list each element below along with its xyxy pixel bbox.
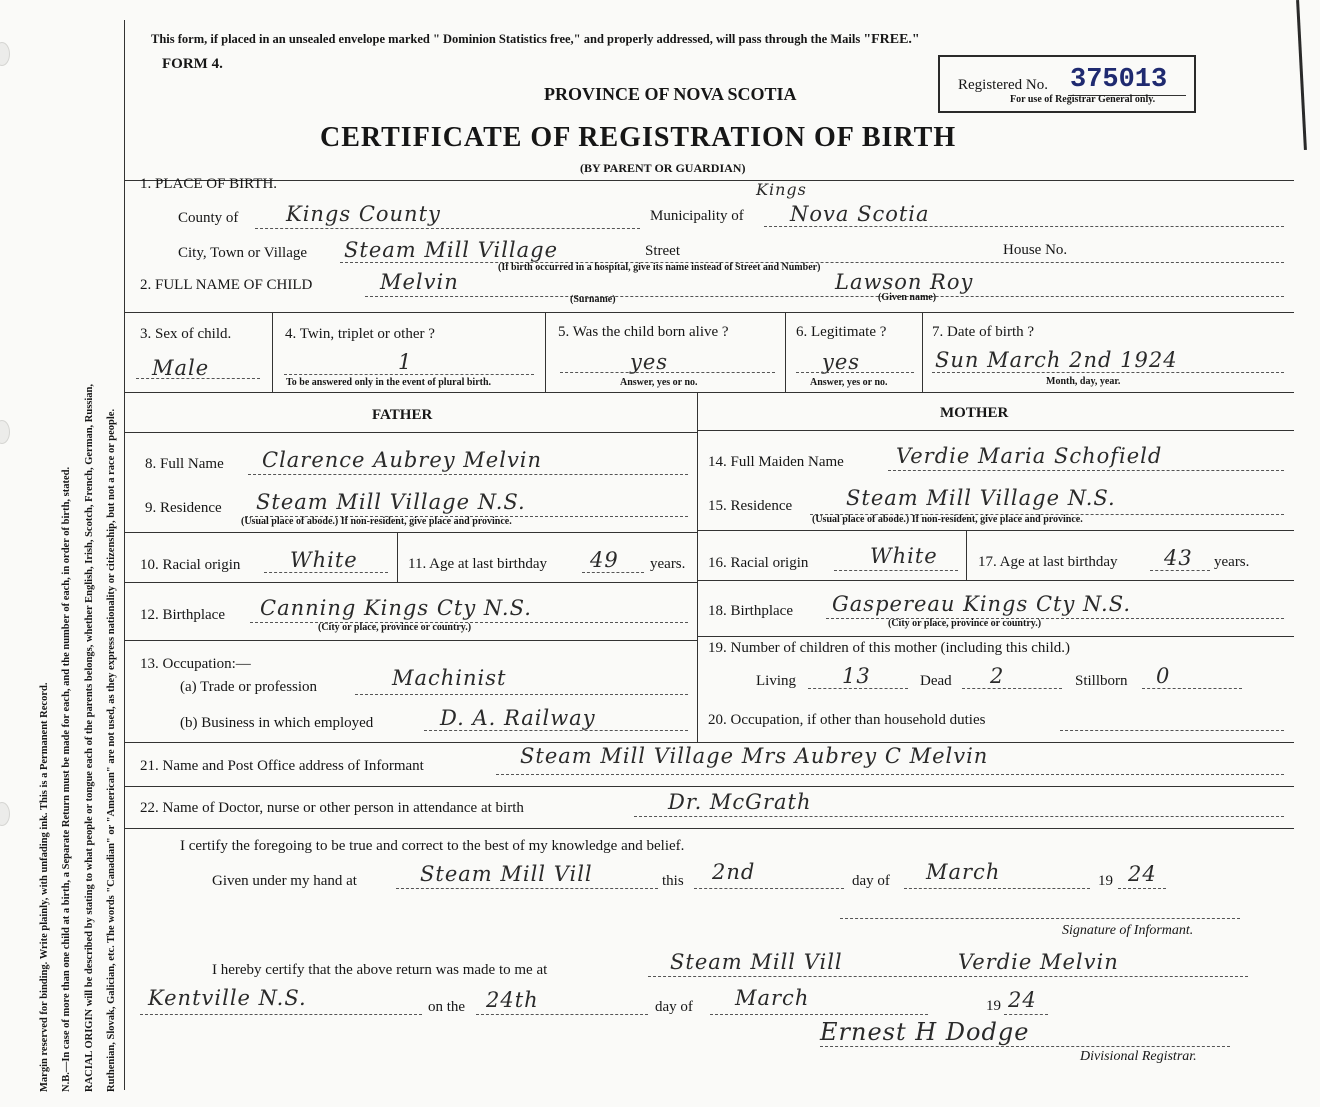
registration-place-line: [140, 1014, 422, 1015]
father-name-line: [248, 474, 688, 475]
mother-age-label: 17. Age at last birthday: [978, 554, 1118, 570]
father-birthplace-label: 12. Birthplace: [140, 607, 225, 623]
registration-day-value: 24th: [486, 988, 539, 1012]
parents-column-divider: [697, 392, 698, 742]
mother-heading-rule: [697, 430, 1294, 431]
registration-year-line: [1004, 1014, 1048, 1015]
mother-race-label: 16. Racial origin: [708, 555, 809, 571]
living-value: 13: [842, 664, 871, 688]
father-age-line: [582, 572, 644, 573]
certification-day-of-label: day of: [852, 873, 890, 889]
mail-notice-free: "FREE.": [863, 32, 920, 47]
father-occupation-label: 13. Occupation:—: [140, 656, 251, 672]
twin-line: [284, 374, 534, 375]
punch-hole-bottom: [0, 802, 10, 826]
registered-number: 375013: [1070, 65, 1168, 95]
city-value: Steam Mill Village: [344, 238, 559, 262]
dead-label: Dead: [920, 673, 952, 689]
mother-residence-value: Steam Mill Village N.S.: [846, 486, 1116, 510]
city-label: City, Town or Village: [178, 245, 308, 261]
informant-line: [496, 774, 1284, 775]
certification-month-line: [904, 888, 1090, 889]
father-residence-note: (Usual place of abode.) If non-resident, give place and province.: [241, 516, 512, 527]
father-birthplace-note: (City or place, province or country.): [318, 622, 472, 633]
certification-day-line: [694, 888, 844, 889]
alive-value: yes: [630, 350, 669, 374]
alive-note: Answer, yes or no.: [620, 377, 698, 388]
father-birthplace-value: Canning Kings Cty N.S.: [260, 596, 532, 620]
father-row-rule-2: [124, 582, 697, 583]
mother-age-divider: [966, 530, 967, 580]
father-residence-label: 9. Residence: [145, 500, 222, 516]
margin-note-2: N.B.—In case of more than one child at a birth, a Separate Return must be made for each, and the number of each, in order of birth, stated.: [61, 466, 72, 1092]
registration-place-value: Kentville N.S.: [148, 986, 307, 1010]
mother-birthplace-value: Gaspereau Kings Cty N.S.: [832, 592, 1132, 616]
sex-line: [136, 378, 260, 379]
house-label: House No.: [1003, 242, 1068, 258]
header-rule: [124, 180, 1294, 181]
child-name-label: 2. FULL NAME OF CHILD: [140, 277, 313, 293]
informant-value: Steam Mill Village Mrs Aubrey C Melvin: [520, 744, 989, 768]
stillborn-label: Stillborn: [1075, 673, 1128, 689]
father-trade-line: [355, 694, 688, 695]
dob-note: Month, day, year.: [1046, 376, 1121, 387]
mother-race-value: White: [870, 544, 938, 568]
informant-rule: [124, 786, 1294, 787]
dead-line: [962, 688, 1062, 689]
father-trade-label: (a) Trade or profession: [180, 679, 318, 695]
father-age-unit: years.: [650, 556, 686, 572]
father-age-value: 49: [590, 548, 619, 572]
row3-divider-1: [272, 312, 273, 392]
right-edge-stroke: [1296, 0, 1307, 150]
county-value: Kings County: [286, 202, 441, 226]
child-name-line: [365, 296, 1284, 297]
registration-year-value: 24: [1008, 988, 1037, 1012]
father-name-label: 8. Full Name: [145, 456, 224, 472]
margin-note-4: Ruthenian, Slovak, Galician, etc. The words "Canadian" or "American" are not used, as they express nationality or citizenship, but not a race or people.: [106, 408, 117, 1092]
given-caption: (Given name): [878, 292, 937, 303]
dob-value: Sun March 2nd 1924: [935, 348, 1178, 372]
province-heading: PROVINCE OF NOVA SCOTIA: [544, 84, 797, 104]
mother-birthplace-label: 18. Birthplace: [708, 603, 793, 619]
mother-age-unit: years.: [1214, 554, 1250, 570]
certificate-subtitle: (BY PARENT OR GUARDIAN): [580, 161, 746, 175]
mother-row-rule-3: [697, 636, 1294, 637]
living-label: Living: [756, 673, 796, 689]
twin-label: 4. Twin, triplet or other ?: [285, 326, 435, 342]
divisional-registrar-caption: Divisional Registrar.: [1080, 1049, 1197, 1064]
registrar-signature-line: [820, 1046, 1230, 1047]
row3-top-rule: [124, 312, 1294, 313]
registered-no-label: Registered No.: [958, 77, 1048, 93]
given-under-label: Given under my hand at: [212, 873, 357, 889]
informant-signature-line: [840, 918, 1240, 919]
sex-label: 3. Sex of child.: [140, 326, 232, 342]
mother-name-label: 14. Full Maiden Name: [708, 454, 844, 470]
punch-hole-middle: [0, 420, 10, 444]
father-trade-value: Machinist: [392, 666, 507, 690]
return-place-line: [648, 976, 1248, 977]
father-business-line: [424, 730, 688, 731]
father-race-value: White: [290, 548, 358, 572]
mother-occupation-line: [1060, 730, 1284, 731]
father-business-label: (b) Business in which employed: [180, 715, 374, 731]
registration-box: [938, 55, 1196, 113]
doctor-label: 22. Name of Doctor, nurse or other person in attendance at birth: [140, 800, 524, 816]
mother-children-label: 19. Number of children of this mother (including this child.): [708, 640, 1071, 656]
certify-text: I certify the foregoing to be true and correct to the best of my knowledge and belief.: [180, 838, 685, 854]
registration-year-prefix: 19: [986, 998, 1001, 1014]
informant-signature-value: Verdie Melvin: [958, 950, 1119, 974]
father-heading-rule: [124, 432, 697, 433]
county-line: [255, 228, 640, 229]
mother-race-line: [834, 570, 958, 571]
legitimate-label: 6. Legitimate ?: [796, 324, 887, 340]
registrar-signature-value: Ernest H Dodge: [820, 1018, 1030, 1046]
mother-residence-label: 15. Residence: [708, 498, 793, 514]
municipality-line: [764, 226, 1284, 227]
mother-row-rule-2: [697, 580, 1294, 581]
return-place-value: Steam Mill Vill: [670, 950, 843, 974]
given-place-value: Steam Mill Vill: [420, 862, 593, 886]
dob-label: 7. Date of birth ?: [932, 324, 1035, 340]
form-number: FORM 4.: [162, 56, 223, 72]
mother-age-line: [1150, 570, 1210, 571]
certification-day-value: 2nd: [712, 860, 756, 884]
father-age-divider: [397, 532, 398, 582]
municipality-note: Kings: [756, 180, 807, 199]
on-the-label: on the: [428, 999, 466, 1015]
mail-notice-text: This form, if placed in an unsealed envelope marked " Dominion Statistics free," and properly addressed, will pass through the Mails: [151, 32, 861, 46]
certification-month-value: March: [926, 860, 1001, 884]
mother-residence-note: (Usual place of abode.) If non-resident, give place and province.: [812, 514, 1083, 525]
surname-caption: (Surname): [570, 294, 616, 305]
legitimate-value: yes: [822, 350, 861, 374]
legitimate-note: Answer, yes or no.: [810, 377, 888, 388]
father-row-rule-3: [124, 640, 697, 641]
father-residence-value: Steam Mill Village N.S.: [256, 490, 526, 514]
twin-value: 1: [398, 350, 413, 374]
twin-note: To be answered only in the event of plural birth.: [286, 377, 492, 388]
doctor-rule: [124, 828, 1294, 829]
registration-day-line: [476, 1014, 648, 1015]
dob-line: [932, 372, 1284, 373]
registration-day-of-label: day of: [655, 999, 693, 1015]
doctor-line: [634, 816, 1284, 817]
informant-label: 21. Name and Post Office address of Informant: [140, 758, 424, 774]
father-race-label: 10. Racial origin: [140, 557, 241, 573]
mother-heading: MOTHER: [940, 405, 1009, 421]
margin-note-1: Margin reserved for binding. Write plainly, with unfading ink. This is a Permanent Record.: [39, 682, 50, 1092]
alive-line: [560, 372, 775, 373]
child-surname-value: Melvin: [380, 270, 459, 294]
father-business-value: D. A. Railway: [440, 706, 596, 730]
given-place-line: [396, 888, 658, 889]
row3-bottom-rule: [124, 392, 1294, 393]
street-label: Street: [645, 243, 680, 259]
stillborn-value: 0: [1156, 664, 1171, 688]
mother-name-line: [888, 470, 1284, 471]
certificate-title: CERTIFICATE OF REGISTRATION OF BIRTH: [320, 122, 957, 153]
registration-month-line: [710, 1014, 928, 1015]
father-age-label: 11. Age at last birthday: [408, 556, 547, 572]
certification-year-value: 24: [1128, 862, 1157, 886]
mother-birthplace-note: (City or place, province or country.): [888, 618, 1042, 629]
mother-age-value: 43: [1164, 546, 1193, 570]
legitimate-line: [796, 372, 914, 373]
row3-divider-3: [785, 312, 786, 392]
place-of-birth-label: 1. PLACE OF BIRTH.: [140, 176, 278, 192]
mail-notice: [151, 32, 920, 48]
living-line: [808, 688, 908, 689]
registration-month-value: March: [735, 986, 810, 1010]
father-heading: FATHER: [372, 407, 433, 423]
this-label: this: [662, 873, 684, 889]
signature-informant-caption: Signature of Informant.: [1062, 923, 1194, 938]
doctor-value: Dr. McGrath: [668, 790, 812, 814]
father-row-rule-1: [124, 532, 697, 533]
stillborn-line: [1142, 688, 1242, 689]
mother-row-rule-1: [697, 530, 1294, 531]
certification-year-prefix: 19: [1098, 873, 1113, 889]
parents-bottom-rule: [124, 742, 1294, 743]
child-given-value: Lawson Roy: [835, 270, 974, 294]
sex-value: Male: [152, 356, 210, 380]
hospital-note: (If birth occurred in a hospital, give its name instead of Street and Number): [498, 262, 821, 273]
certification-year-line: [1118, 888, 1166, 889]
punch-hole-top: [0, 42, 10, 66]
municipality-label: Municipality of: [650, 208, 744, 224]
row3-divider-2: [545, 312, 546, 392]
dead-value: 2: [990, 664, 1005, 688]
mother-name-value: Verdie Maria Schofield: [896, 444, 1163, 468]
municipality-value: Nova Scotia: [790, 202, 930, 226]
mother-occupation-label: 20. Occupation, if other than household duties: [708, 712, 986, 728]
father-name-value: Clarence Aubrey Melvin: [262, 448, 543, 472]
return-text: I hereby certify that the above return was made to me at: [212, 962, 548, 978]
county-label: County of: [178, 210, 239, 226]
row3-divider-4: [922, 312, 923, 392]
alive-label: 5. Was the child born alive ?: [558, 324, 729, 340]
registrar-general-note: For use of Registrar General only.: [1010, 94, 1156, 105]
margin-note-3: RACIAL ORIGIN will be described by stating to what people or tongue each of the parents belongs, whether English, Irish, Scotch, French, German, Russian,: [84, 383, 95, 1092]
father-race-line: [264, 572, 388, 573]
